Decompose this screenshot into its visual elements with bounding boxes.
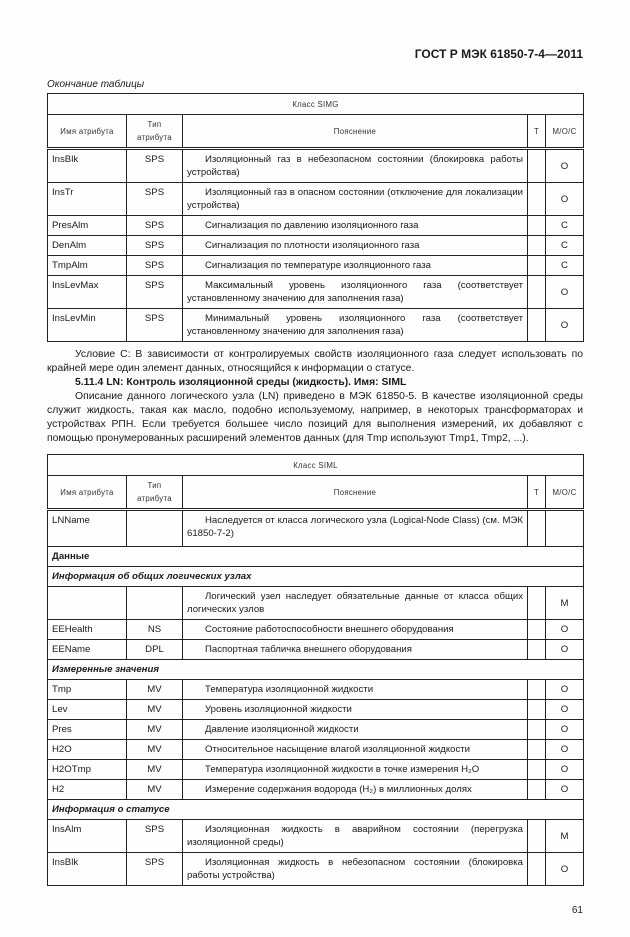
attr-moc: O <box>546 780 584 800</box>
attr-t <box>528 680 546 700</box>
col-header-desc: Пояснение <box>183 115 528 149</box>
attr-t <box>528 760 546 780</box>
attr-name: H2OTmp <box>48 760 127 780</box>
col-header-type: Тип атрибута <box>127 115 183 149</box>
section-row: Информация о статусе <box>48 800 584 820</box>
attr-name: PresAlm <box>48 216 127 236</box>
table-row <box>48 720 584 740</box>
table-row <box>48 700 584 720</box>
attr-name: InsAlm <box>48 820 127 853</box>
table-row <box>48 620 584 640</box>
table-title: Класс SIML <box>48 455 584 476</box>
attr-type: MV <box>127 700 183 720</box>
attr-desc: Состояние работоспособности внешнего оборудования <box>183 620 528 640</box>
attr-type: SPS <box>127 216 183 236</box>
attr-desc: Уровень изоляционной жидкости <box>183 700 528 720</box>
attr-name: Tmp <box>48 680 127 700</box>
attr-moc: O <box>546 149 584 183</box>
attr-desc: Температура изоляционной жидкости в точке измерения H₂O <box>183 760 528 780</box>
attr-desc: Изоляционный газ в опасном состоянии (отключение для локализации устройства) <box>183 183 528 216</box>
attr-type: MV <box>127 780 183 800</box>
attr-moc: O <box>546 309 584 342</box>
attr-desc: Изоляционный газ в небезопасном состоянии (блокировка работы устройства) <box>183 149 528 183</box>
attr-desc: Температура изоляционной жидкости <box>183 680 528 700</box>
table-title: Класс SIMG <box>48 94 584 115</box>
attr-moc: M <box>546 587 584 620</box>
col-header-t: Т <box>528 476 546 510</box>
attr-desc: Относительное насыщение влагой изоляционной жидкости <box>183 740 528 760</box>
attr-name: InsBlk <box>48 853 127 886</box>
attr-moc: O <box>546 720 584 740</box>
col-header-desc: Пояснение <box>183 476 528 510</box>
attr-type: MV <box>127 740 183 760</box>
attr-desc: Изоляционная жидкость в небезопасном состоянии (блокировка работы устройства) <box>183 853 528 886</box>
attr-desc: Изоляционная жидкость в аварийном состоянии (перегрузка изоляционной среды) <box>183 820 528 853</box>
attr-name: InsLevMax <box>48 276 127 309</box>
attr-type: SPS <box>127 820 183 853</box>
attr-name: H2O <box>48 740 127 760</box>
attr-moc: C <box>546 236 584 256</box>
attr-t <box>528 216 546 236</box>
attr-name: Pres <box>48 720 127 740</box>
attr-name: InsTr <box>48 183 127 216</box>
attr-desc: Измерение содержания водорода (H₂) в миллионных долях <box>183 780 528 800</box>
table-row <box>48 820 584 853</box>
table-row <box>48 309 584 342</box>
attr-t <box>528 149 546 183</box>
simg-table <box>47 93 584 342</box>
attr-desc: Сигнализация по плотности изоляционного газа <box>183 236 528 256</box>
attr-type: NS <box>127 620 183 640</box>
attr-name: Lev <box>48 700 127 720</box>
attr-moc: O <box>546 760 584 780</box>
attr-moc: O <box>546 680 584 700</box>
section-row: Измеренные значения <box>48 660 584 680</box>
table-row <box>48 780 584 800</box>
attr-type: SPS <box>127 276 183 309</box>
standard-header: ГОСТ Р МЭК 61850-7-4—2011 <box>414 47 583 61</box>
table-row <box>48 256 584 276</box>
col-header-moc: М/О/С <box>546 115 584 149</box>
table-caption: Окончание таблицы <box>47 79 145 90</box>
col-header-name: Имя атрибута <box>48 476 127 510</box>
attr-desc: Логический узел наследует обязательные данные от класса общих логических узлов <box>183 587 528 620</box>
siml-table <box>47 454 584 886</box>
attr-moc: C <box>546 256 584 276</box>
col-header-name: Имя атрибута <box>48 115 127 149</box>
attr-moc: O <box>546 183 584 216</box>
page-number: 61 <box>571 905 583 916</box>
attr-desc: Наследуется от класса логического узла (Logical-Node Class) (см. МЭК 61850-7-2) <box>183 510 528 547</box>
section-heading: 5.11.4 LN: Контроль изоляционной среды (жидкость). Имя: SIML <box>75 377 407 388</box>
table-row <box>48 216 584 236</box>
table-row <box>48 510 584 547</box>
table-row <box>48 183 584 216</box>
attr-name: InsBlk <box>48 149 127 183</box>
table-row <box>48 740 584 760</box>
section-description: Описание данного логического узла (LN) приведено в МЭК 61850-5. В качестве изоляционной среды служит жидкость, такая как масло, подобно используемому, например, в некоторых трансформаторах и устройствах РПН. Если требуется большее число позиций для выполнения измерений, их добавляют с помощью пронумерованных расширений элементов данных (для Tmp используют Tmp1, Tmp2, ...). <box>47 391 583 444</box>
table-row <box>48 236 584 256</box>
attr-t <box>528 780 546 800</box>
attr-type: SPS <box>127 853 183 886</box>
section-row: Данные <box>48 547 584 567</box>
table-row <box>48 149 584 183</box>
attr-moc: O <box>546 740 584 760</box>
attr-t <box>528 256 546 276</box>
attr-type: MV <box>127 720 183 740</box>
section-row: Информация об общих логических узлах <box>48 567 584 587</box>
attr-t <box>528 700 546 720</box>
attr-name: LNName <box>48 510 127 547</box>
attr-t <box>528 183 546 216</box>
table-row <box>48 587 584 620</box>
attr-t <box>528 640 546 660</box>
attr-desc: Максимальный уровень изоляционного газа (соответствует установленному значению для заполнения газа) <box>183 276 528 309</box>
attr-t <box>528 853 546 886</box>
attr-moc: O <box>546 276 584 309</box>
attr-moc: C <box>546 216 584 236</box>
table-row <box>48 640 584 660</box>
attr-t <box>528 620 546 640</box>
attr-moc: O <box>546 620 584 640</box>
attr-type: MV <box>127 760 183 780</box>
attr-name: DenAlm <box>48 236 127 256</box>
attr-type: SPS <box>127 256 183 276</box>
attr-moc: O <box>546 640 584 660</box>
attr-t <box>528 720 546 740</box>
attr-t <box>528 740 546 760</box>
attr-desc: Сигнализация по температуре изоляционного газа <box>183 256 528 276</box>
text-block <box>47 348 583 446</box>
attr-name: EEName <box>48 640 127 660</box>
attr-name: H2 <box>48 780 127 800</box>
table-row <box>48 853 584 886</box>
attr-type: MV <box>127 680 183 700</box>
attr-moc: M <box>546 820 584 853</box>
attr-name: TmpAlm <box>48 256 127 276</box>
attr-type: SPS <box>127 236 183 256</box>
attr-type: DPL <box>127 640 183 660</box>
condition-note: Условие С: В зависимости от контролируемых свойств изоляционного газа следует использовать по крайней мере один элемент данных, относящийся к информации о статусе. <box>47 349 583 374</box>
col-header-type: Тип атрибута <box>127 476 183 510</box>
attr-t <box>528 276 546 309</box>
attr-moc: O <box>546 853 584 886</box>
table-row <box>48 680 584 700</box>
attr-t <box>528 236 546 256</box>
attr-type: SPS <box>127 309 183 342</box>
table-row <box>48 276 584 309</box>
attr-type: SPS <box>127 183 183 216</box>
attr-name: EEHealth <box>48 620 127 640</box>
attr-type: SPS <box>127 149 183 183</box>
attr-t <box>528 309 546 342</box>
attr-t <box>528 820 546 853</box>
col-header-t: Т <box>528 115 546 149</box>
col-header-moc: М/О/С <box>546 476 584 510</box>
attr-moc: O <box>546 700 584 720</box>
attr-name: InsLevMin <box>48 309 127 342</box>
attr-desc: Паспортная табличка внешнего оборудования <box>183 640 528 660</box>
attr-desc: Давление изоляционной жидкости <box>183 720 528 740</box>
attr-desc: Сигнализация по давлению изоляционного газа <box>183 216 528 236</box>
attr-desc: Минимальный уровень изоляционного газа (соответствует установленному значению для заполнения газа) <box>183 309 528 342</box>
table-row <box>48 760 584 780</box>
